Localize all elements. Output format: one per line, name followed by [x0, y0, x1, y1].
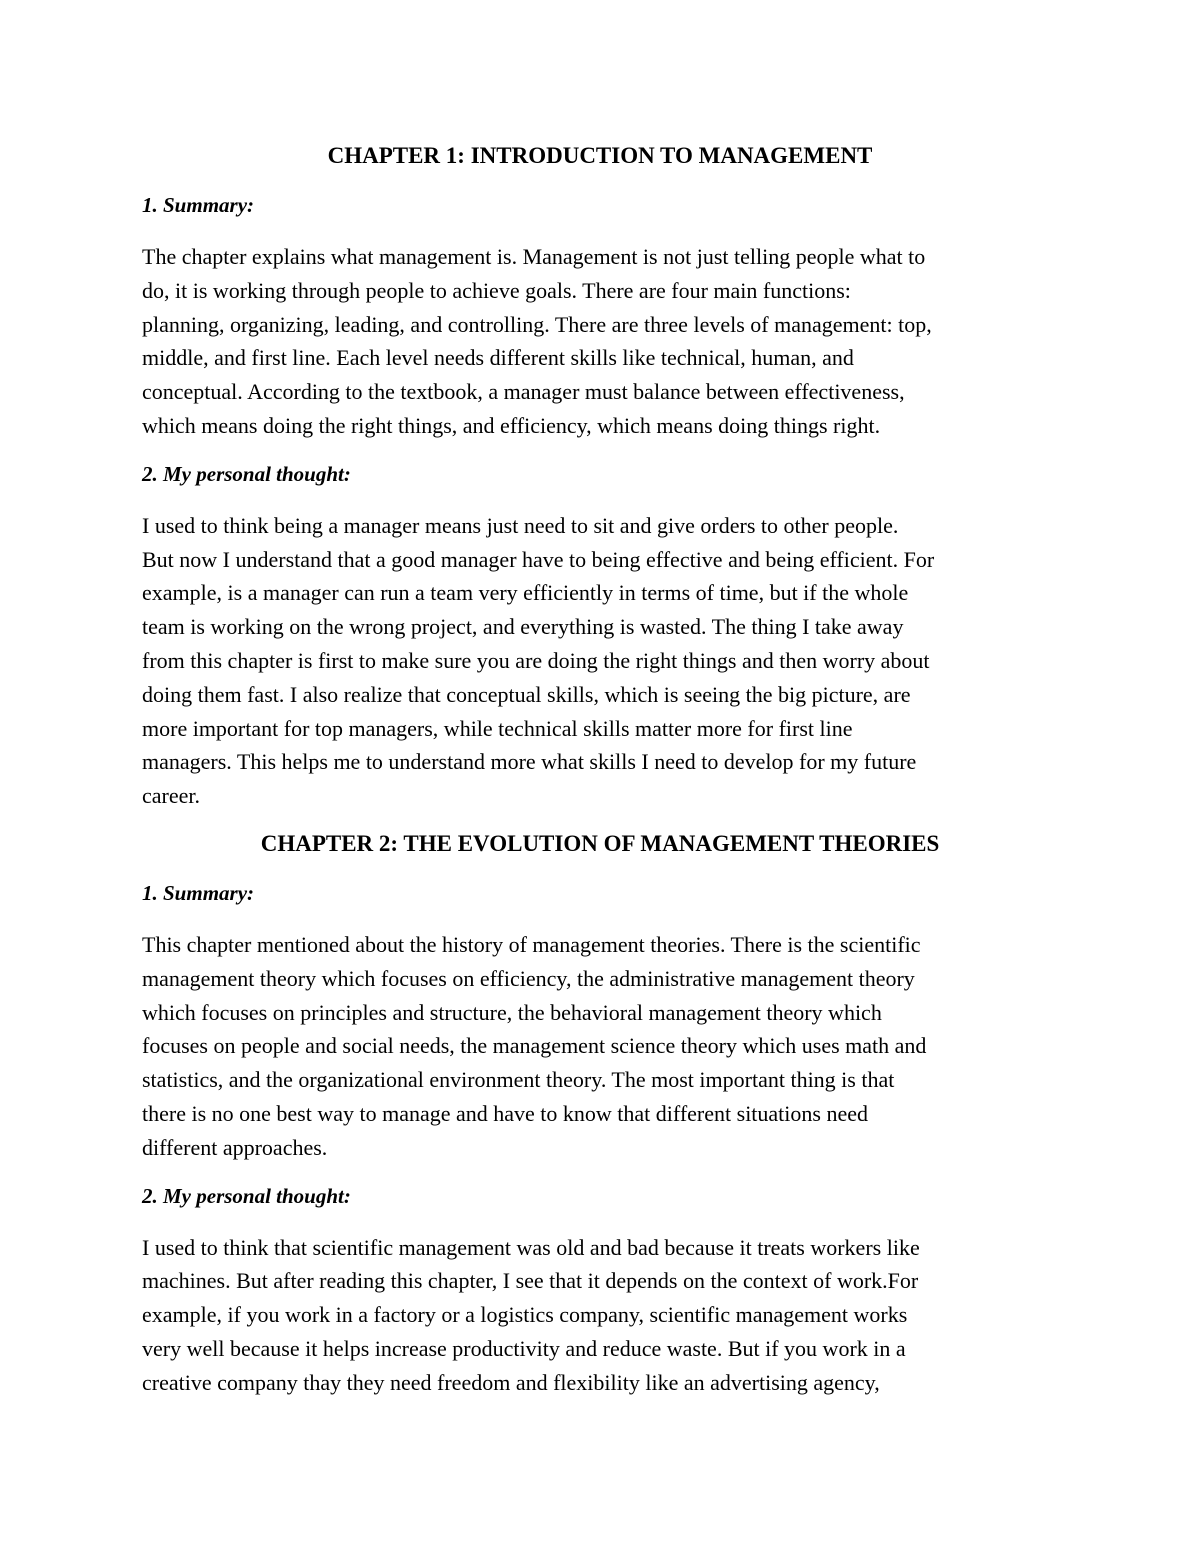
- text-line: different approaches.: [142, 1134, 328, 1160]
- text-line: team is working on the wrong project, and everything is wasted. The thing I take away: [142, 614, 904, 640]
- chapter-1-summary-paragraph: [142, 240, 1058, 443]
- text-line: more important for top managers, while technical skills matter more for first line: [142, 715, 853, 741]
- text-line: statistics, and the organizational environment theory. The most important thing is that: [142, 1067, 895, 1093]
- text-line: The chapter explains what management is. Management is not just telling people what to: [142, 244, 926, 269]
- text-line: management theory which focuses on efficiency, the administrative management theory: [142, 965, 915, 991]
- text-line: conceptual. According to the textbook, a manager must balance between effectiveness,: [142, 379, 905, 405]
- text-line: there is no one best way to manage and have to know that different situations need: [142, 1100, 868, 1126]
- chapter-1-thought-heading: 2. My personal thought:: [142, 461, 351, 486]
- text-line: I used to think being a manager means just need to sit and give orders to other people.: [142, 512, 899, 538]
- chapter-2-thought-paragraph: [142, 1231, 1058, 1400]
- text-line: which focuses on principles and structure, the behavioral management theory which: [142, 999, 882, 1025]
- text-line: I used to think that scientific management was old and bad because it treats workers like: [142, 1234, 920, 1260]
- text-line: example, if you work in a factory or a logistics company, scientific management works: [142, 1302, 908, 1328]
- text-line: example, is a manager can run a team very efficiently in terms of time, but if the whole: [142, 580, 909, 606]
- chapter-1-thought-paragraph: [142, 509, 1058, 813]
- text-line: focuses on people and social needs, the management science theory which uses math and: [142, 1033, 927, 1059]
- text-line: creative company thay they need freedom and flexibility like an advertising agency,: [142, 1369, 880, 1395]
- document-content: [142, 142, 1058, 1417]
- text-line: This chapter mentioned about the history of management theories. There is the scientific: [142, 931, 921, 957]
- chapter-2-thought-heading: 2. My personal thought:: [142, 1183, 351, 1208]
- text-line: very well because it helps increase productivity and reduce waste. But if you work in a: [142, 1335, 906, 1361]
- text-line: do, it is working through people to achieve goals. There are four main functions:: [142, 277, 851, 303]
- chapter-1-title: CHAPTER 1: INTRODUCTION TO MANAGEMENT: [327, 143, 873, 168]
- text-line: middle, and first line. Each level needs different skills like technical, human, and: [142, 345, 854, 371]
- chapter-2-summary-heading: 1. Summary:: [142, 880, 255, 905]
- chapter-2-title: CHAPTER 2: THE EVOLUTION OF MANAGEMENT THEORIES: [260, 830, 940, 856]
- text-line: planning, organizing, leading, and controlling. There are three levels of management: top,: [142, 311, 932, 337]
- text-line: from this chapter is first to make sure you are doing the right things and then worry about: [142, 647, 930, 673]
- text-line: doing them fast. I also realize that conceptual skills, which is seeing the big picture, are: [142, 681, 911, 707]
- text-line: managers. This helps me to understand more what skills I need to develop for my future: [142, 749, 917, 775]
- text-line: But now I understand that a good manager have to being effective and being efficient. For: [142, 546, 935, 572]
- chapter-2-summary-paragraph: [142, 928, 1058, 1165]
- chapter-1-summary-heading: 1. Summary:: [142, 193, 255, 217]
- text-line: career.: [142, 783, 200, 809]
- text-line: machines. But after reading this chapter, I see that it depends on the context of work.For: [142, 1268, 919, 1294]
- text-line: which means doing the right things, and efficiency, which means doing things right.: [142, 412, 881, 438]
